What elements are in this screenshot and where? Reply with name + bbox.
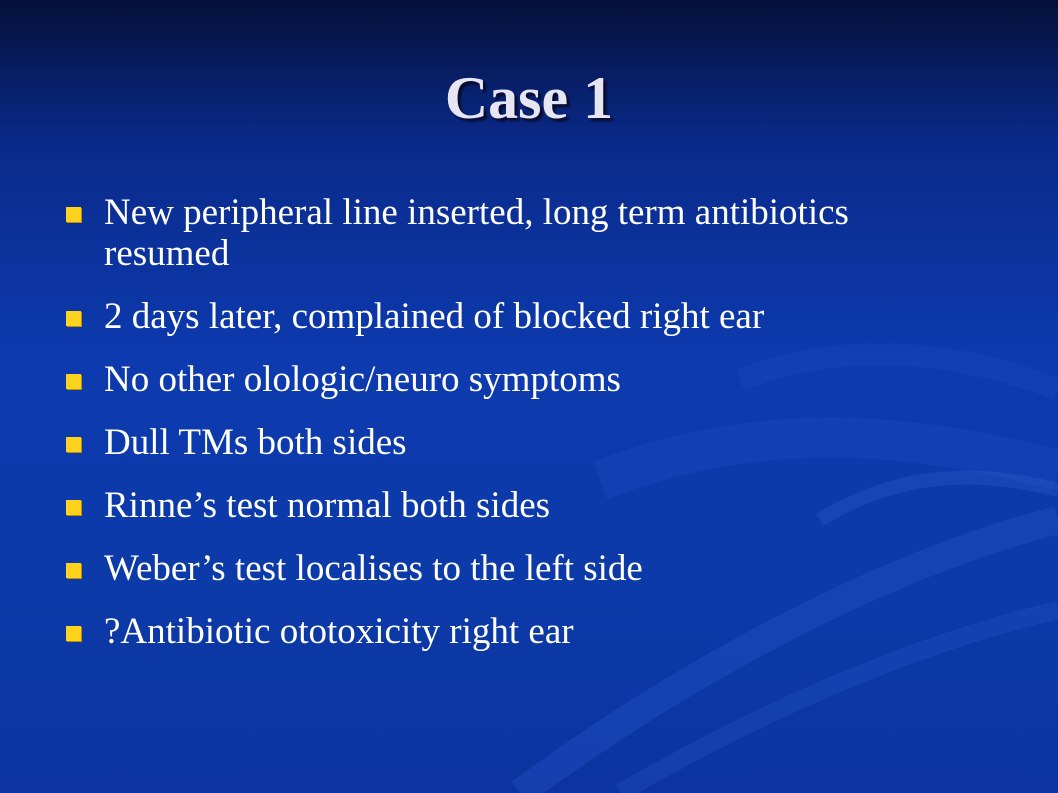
bullet-item bbox=[64, 611, 964, 652]
square-bullet-icon bbox=[66, 207, 81, 222]
bullet-text: No other olologic/neuro symptoms bbox=[104, 359, 621, 400]
square-bullet-icon bbox=[66, 626, 81, 641]
bullet-text: ?Antibiotic ototoxicity right ear bbox=[104, 611, 574, 652]
bullet-item bbox=[64, 548, 964, 589]
bullet-text: Rinne’s test normal both sides bbox=[104, 485, 551, 526]
bullet-text: Dull TMs both sides bbox=[104, 422, 407, 463]
bullet-item bbox=[64, 192, 964, 274]
square-bullet-icon bbox=[66, 563, 81, 578]
bullet-item bbox=[64, 296, 964, 337]
bullet-text: New peripheral line inserted, long term antibiotics resumed bbox=[104, 192, 849, 274]
slide-title: Case 1 bbox=[444, 65, 614, 131]
bullet-text: Weber’s test localises to the left side bbox=[104, 548, 643, 589]
square-bullet-icon bbox=[66, 374, 81, 389]
square-bullet-icon bbox=[66, 500, 81, 515]
bullet-item bbox=[64, 422, 964, 463]
bullet-text: 2 days later, complained of blocked right ear bbox=[104, 296, 765, 337]
square-bullet-icon bbox=[66, 437, 81, 452]
square-bullet-icon bbox=[66, 311, 81, 326]
bullet-item bbox=[64, 485, 964, 526]
bullet-list bbox=[64, 192, 964, 674]
bullet-item bbox=[64, 359, 964, 400]
